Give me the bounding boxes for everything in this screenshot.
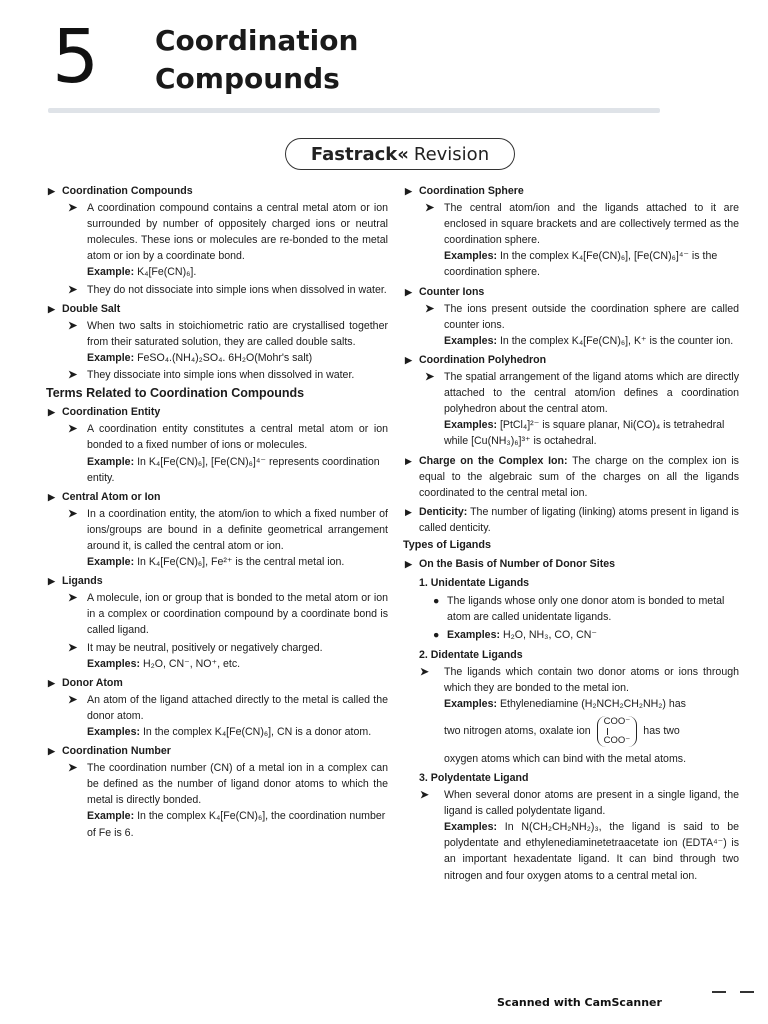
chapter-number: 5 (52, 14, 100, 100)
right-column (403, 180, 739, 884)
chapter-title-line1: Coordination (155, 24, 359, 57)
triangle-bullet-icon: ▶ (405, 559, 412, 570)
paragraph: ➤ The spatial arrangement of the ligand atoms which are directly attached to the central atom/ion defines a coordination polyhedron about the central atom. (425, 371, 739, 416)
example-line: Example: In K₄[Fe(CN)₆], Fe²⁺ is the central metal ion. (87, 556, 345, 569)
triangle-bullet-icon: ▶ (405, 286, 412, 297)
paragraph: ➤ When several donor atoms are present in a single ligand, the ligand is called polydentate ligand. (420, 789, 739, 818)
bond-line (607, 728, 608, 735)
example-line: Examples: In the complex K₄[Fe(CN)₆], CN is a donor atom. (87, 726, 372, 738)
section-heading: ▶ Coordination Compounds (46, 183, 388, 199)
oxalate-text: two nitrogen atoms, oxalate ion (444, 725, 591, 738)
chevron-bullet-icon: ➤ (425, 202, 435, 215)
subsection-heading: 2. Didentate Ligands (419, 648, 523, 661)
example-line: Example: FeSO₄.(NH₄)₂SO₄. 6H₂O(Mohr's salt) (87, 351, 313, 364)
fastrack-revision-badge (285, 138, 515, 170)
section-heading: ▶ Counter Ions (403, 284, 739, 300)
paragraph: ➤ The coordination number (CN) of a metal ion in a complex can be defined as the number of ligand donor atoms to which the metal is directly bonded. (68, 762, 388, 807)
triangle-bullet-icon: ▶ (48, 303, 55, 314)
paragraph: ➤ They do not dissociate into simple ions when dissolved in water. (46, 282, 388, 298)
triangle-bullet-icon: ▶ (405, 186, 412, 196)
paragraph: ➤ It may be neutral, positively or negatively charged. (46, 640, 388, 656)
triangle-bullet-icon: ▶ (48, 576, 55, 587)
triangle-bullet-icon: ▶ (405, 455, 412, 466)
example-line: Examples: [PtCl₄]²⁻ is square planar, Ni(CO)₄ is tetrahedral while [Cu(NH₃)₆]³⁺ is octahedral. (444, 419, 725, 448)
subsection-heading: 1. Unidentate Ligands (419, 577, 530, 590)
chevron-bullet-icon: ➤ (68, 641, 78, 654)
oxalate-formula-line (403, 716, 739, 747)
paragraph: ➤ The ions present outside the coordination sphere are called counter ions. (425, 302, 739, 331)
left-column (46, 180, 388, 841)
charge-paragraph: ▶ Charge on the Complex Ion: The charge on the complex ion is equal to the algebraic sum of the charges on all the ligands coordinated to the central metal ion. (405, 454, 739, 499)
types-heading: Types of Ligands (403, 538, 491, 551)
chevron-bullet-icon: ➤ (425, 371, 435, 384)
chevron-bullet-icon: ➤ (68, 319, 78, 332)
example-line: Examples: In N(CH₂CH₂NH₂)₃, the ligand is said to be polydentate and ethylenediaminetetraacetate ion (EDTA⁴⁻) is an important hexadentate ligand. It can bind through two nitrogen and four oxygen atoms to a central metal ion. (444, 821, 739, 882)
triangle-bullet-icon: ▶ (405, 354, 412, 365)
example-line: Examples: In the complex K₄[Fe(CN)₆], K⁺ is the counter ion. (444, 334, 734, 347)
example-line: Examples: In the complex K₄[Fe(CN)₆], [Fe(CN)₆]⁴⁻ is the coordination sphere. (444, 250, 718, 279)
bullet-item: ● Examples: H₂O, NH₃, CO, CN⁻ (403, 627, 739, 643)
example-line: Example: In the complex K₄[Fe(CN)₆], the coordination number of Fe is 6. (87, 810, 386, 839)
section-heading: ▶ Ligands (46, 573, 388, 589)
oxalate-bottom: COO⁻ (603, 734, 631, 746)
paragraph: ➤ They dissociate into simple ions when dissolved in water. (46, 367, 388, 383)
chevron-bullet-icon: ➤ (420, 789, 429, 802)
section-heading: ▶ Double Salt (46, 301, 388, 317)
section-heading: ▶ Coordination Entity (46, 404, 388, 420)
chapter-title (155, 22, 358, 98)
section-heading: ▶ Central Atom or Ion (46, 489, 388, 505)
paragraph: ➤ A coordination compound contains a central metal atom or ion surrounded by number of oppositely charged ions or neutral molecules. These ions or molecules are re-bonded to the metal atom or ion by a coordinate bond. (68, 202, 388, 263)
paragraph: ➤ In a coordination entity, the atom/ion to which a fixed number of ions/groups are bound in a definite geometrical arrangement around it, is called the central atom or ion. (68, 507, 388, 552)
chapter-title-line2: Compounds (155, 62, 340, 95)
bullet-item: ● The ligands whose only one donor atom is bonded to metal atom are called unidentate ligands. (433, 595, 725, 624)
section-heading: ▶ Coordination Number (46, 743, 388, 759)
example-line: Example: K₄[Fe(CN)₆]. (87, 266, 197, 279)
section-heading: ▶ Coordination Sphere (403, 183, 739, 199)
chevron-bullet-icon: ➤ (68, 369, 78, 382)
oxalate-top: COO⁻ (603, 715, 631, 727)
paragraph: ➤ When two salts in stoichiometric ratio are crystallised together from their saturated solution, they are called double salts. (68, 319, 388, 348)
triangle-bullet-icon: ▶ (405, 506, 412, 517)
footer-dash (740, 991, 754, 993)
paragraph: ➤ The central atom/ion and the ligands attached to it are enclosed in square brackets and are collectively termed as the coordination sphere. (425, 202, 739, 247)
oxalate-structure (597, 716, 638, 747)
scanner-watermark: Scanned with CamScanner (497, 996, 662, 1009)
triangle-bullet-icon: ▶ (48, 491, 55, 502)
paragraph: ➤ A coordination entity constitutes a central metal atom or ion bonded to a fixed number of ions or molecules. (68, 423, 388, 452)
paragraph: ➤ An atom of the ligand attached directly to the metal is called the donor atom. (68, 693, 388, 722)
oxalate-text-after: has two (643, 725, 680, 738)
chevron-bullet-icon: ➤ (68, 762, 78, 775)
subsection-heading: 3. Polydentate Ligand (419, 772, 529, 784)
example-line: Examples: Ethylenediamine (H₂NCH₂CH₂NH₂) has (444, 697, 686, 710)
paragraph: ➤ A molecule, ion or group that is bonded to the metal atom or ion in a complex or coordination compound by a coordinate bond is called ligand. (68, 592, 388, 637)
chevron-bullet-icon: ➤ (68, 202, 78, 215)
triangle-bullet-icon: ▶ (48, 677, 55, 688)
chevron-bullet-icon: ➤ (425, 302, 435, 315)
example-line: Example: In K₄[Fe(CN)₆], [Fe(CN)₆]⁴⁻ represents coordination entity. (87, 455, 380, 484)
chevron-bullet-icon: ➤ (420, 665, 429, 678)
chevron-bullet-icon: ➤ (68, 283, 78, 296)
chevron-bullet-icon: ➤ (68, 507, 78, 520)
dot-bullet-icon: ● (433, 595, 440, 608)
terms-heading: Terms Related to Coordination Compounds (46, 386, 305, 401)
footer-dash (712, 991, 726, 993)
section-heading: ▶ Donor Atom (46, 675, 388, 691)
section-heading: ▶ Coordination Polyhedron (403, 352, 739, 368)
example-line: Examples: H₂O, CN⁻, NO⁺, etc. (87, 657, 241, 670)
triangle-bullet-icon: ▶ (48, 746, 55, 757)
triangle-bullet-icon: ▶ (48, 407, 55, 418)
header-divider (48, 108, 660, 113)
badge-light-text: Revision (413, 143, 490, 165)
chevron-bullet-icon: ➤ (68, 423, 78, 436)
dot-bullet-icon: ● (433, 629, 440, 642)
triangle-bullet-icon: ▶ (48, 186, 55, 196)
chevron-bullet-icon: ➤ (68, 693, 78, 706)
badge-bold-text: Fastrack« (310, 143, 409, 165)
section-heading: ▶ On the Basis of Number of Donor Sites (403, 556, 739, 572)
paragraph: ➤ The ligands which contain two donor atoms or ions through which they are bonded to the metal ion. (420, 665, 739, 694)
denticity-paragraph: ▶ Denticity: The number of ligating (linking) atoms present in ligand is called denticity. (405, 505, 739, 534)
chevron-bullet-icon: ➤ (68, 592, 78, 605)
paragraph-continuation: oxygen atoms which can bind with the metal atoms. (444, 752, 687, 765)
